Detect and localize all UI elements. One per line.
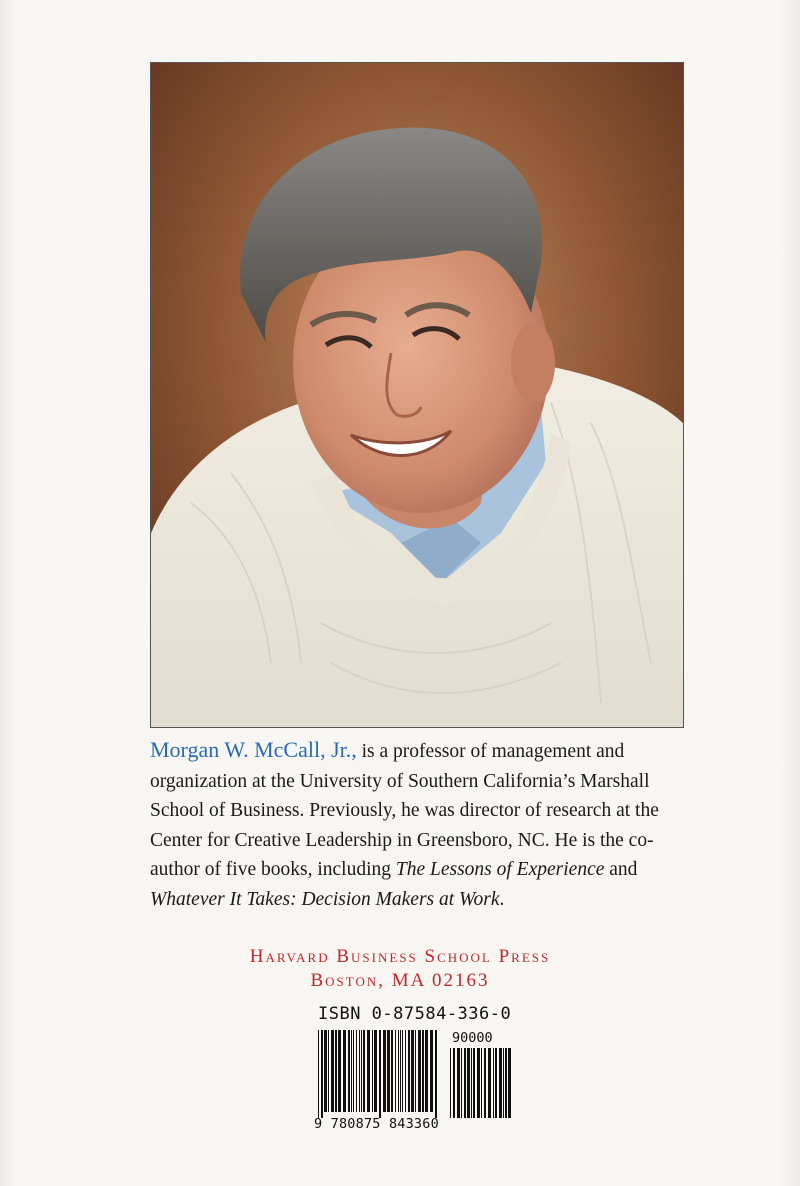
barcode-bar [379, 1030, 381, 1118]
barcode-bar [411, 1030, 414, 1112]
barcode-bar [383, 1030, 386, 1112]
barcode-bar [351, 1030, 352, 1112]
barcode-bar [467, 1048, 470, 1118]
barcode-bar [430, 1030, 433, 1112]
barcode-bar [318, 1030, 319, 1118]
author-bio [150, 735, 670, 914]
barcode-bar [493, 1048, 494, 1118]
publisher-name: Harvard Business School Press [249, 946, 551, 967]
barcode-bar [408, 1030, 410, 1112]
barcode-bar [374, 1030, 377, 1112]
barcode-bar [391, 1030, 393, 1112]
barcode-bar [321, 1030, 323, 1118]
barcode-bar [503, 1048, 504, 1118]
barcode-bar [425, 1030, 428, 1112]
barcode-bar [453, 1048, 455, 1118]
barcode-bar [450, 1048, 451, 1118]
barcode-bar [471, 1048, 472, 1118]
barcode-bar [461, 1048, 462, 1118]
barcode-bar [361, 1030, 362, 1112]
barcode-bar [387, 1030, 390, 1112]
barcode-bar [464, 1048, 466, 1118]
barcode-bar [335, 1030, 337, 1112]
barcode-bar [324, 1030, 327, 1112]
barcode-bar [508, 1048, 511, 1118]
bio-text-1: is a professor of management and organization at the University of Southern California’s Marshall School of Business. Previously, he was director of research at the Center for Creative Leadership in Greensboro, NC. He is the co-author of five books, including [150, 741, 659, 880]
barcode-bar [473, 1048, 475, 1118]
barcode-bar [415, 1030, 416, 1112]
author-portrait-image [151, 63, 683, 727]
barcode-bar [398, 1030, 399, 1112]
isbn-label: ISBN 0-87584-336-0 [318, 1004, 512, 1024]
barcode-bar [328, 1030, 329, 1112]
barcode-bar [457, 1048, 460, 1118]
book-title-2: Whatever It Takes: Decision Makers at Work [150, 888, 500, 910]
barcode-bar [477, 1048, 480, 1118]
barcode-bar [395, 1030, 396, 1112]
author-photo [150, 62, 684, 728]
barcode-bar [505, 1048, 507, 1118]
barcode-bar [484, 1048, 486, 1118]
publisher-location: Boston, MA 02163 [310, 970, 490, 991]
barcode-bar [367, 1030, 370, 1112]
bio-text-2: and [604, 859, 638, 880]
barcode-bar [481, 1048, 482, 1118]
barcode-bar [418, 1030, 421, 1112]
bio-text-3: . [499, 888, 505, 910]
barcode-bar [338, 1030, 341, 1112]
barcode-bar [356, 1030, 357, 1112]
author-name: Morgan W. McCall, Jr., [150, 737, 357, 762]
barcode-bar [359, 1030, 360, 1112]
barcode-bar [400, 1030, 401, 1112]
barcode-addon-digits: 90000 [452, 1030, 493, 1046]
barcode-bar [331, 1030, 334, 1112]
barcode-bar [405, 1030, 406, 1112]
barcode-bar [372, 1030, 373, 1112]
barcode-bar [348, 1030, 350, 1112]
barcode-digits: 9 780875 843360 [314, 1116, 439, 1132]
barcode-bar [435, 1030, 437, 1118]
barcode-bar [353, 1030, 354, 1112]
barcode-bar [343, 1030, 346, 1112]
barcode [310, 1030, 520, 1140]
barcode-bar [495, 1048, 497, 1118]
book-title-1: The Lessons of Experience [395, 859, 605, 880]
barcode-bar [363, 1030, 365, 1112]
barcode-bar [499, 1048, 502, 1118]
barcode-bar [422, 1030, 424, 1112]
barcode-bar [402, 1030, 403, 1112]
barcode-bar [488, 1048, 491, 1118]
